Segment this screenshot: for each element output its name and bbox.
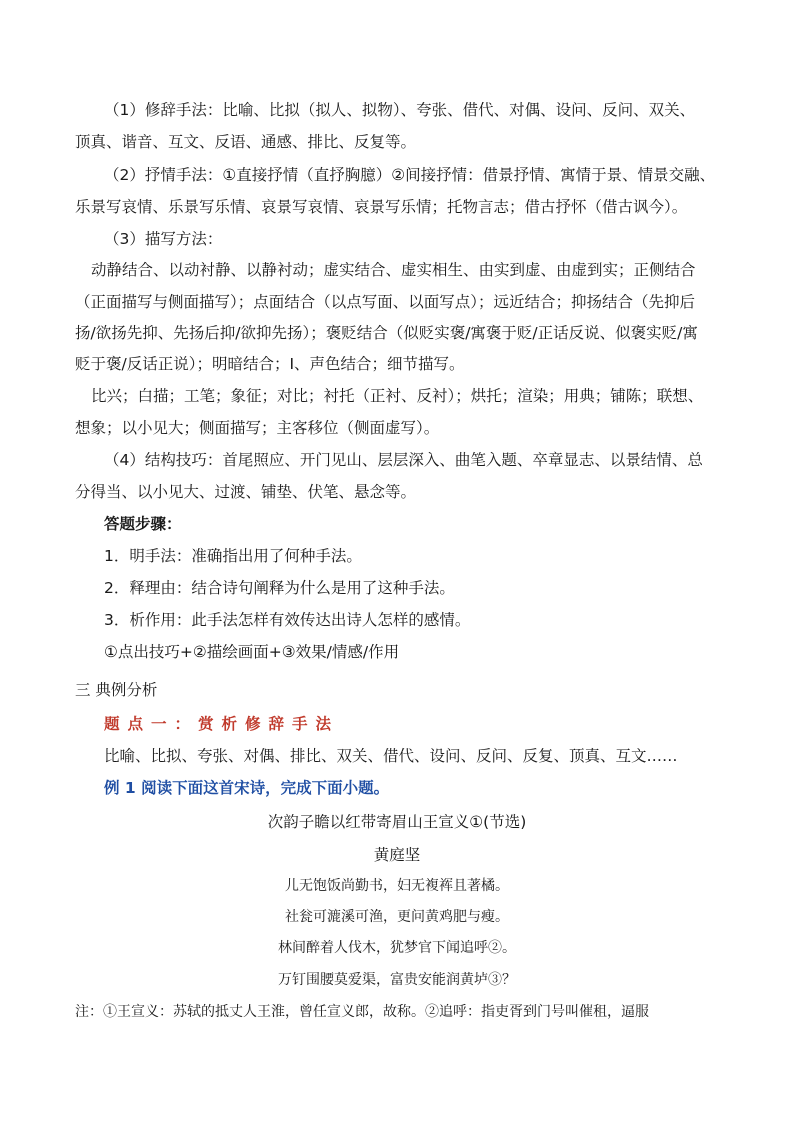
description-title: （3）描写方法： [104, 230, 223, 248]
poem-line-3: 林间醉着人伐木，犹梦官下闻追呼②。 [278, 940, 516, 956]
section-3-title: 三 典例分析 [75, 681, 158, 699]
poem-note: 注：①王宣义：苏轼的抵丈人王淮，曾任宣义郎，故称。②追呼：指吏胥到门号叫催租，逼服 [75, 1004, 649, 1020]
poem-title: 次韵子瞻以红带寄眉山王宣义①(节选) [267, 813, 527, 831]
structure-line-1: （4）结构技巧：首尾照应、开门见山、层层深入、曲笔入题、卒章显志、以景结情、总 [104, 451, 703, 469]
description-line-1: 动静结合、以动衬静、以静衬动；虚实结合、虚实相生、由实到虚、由虚到实；正侧结合 [91, 261, 696, 279]
step-2: 2．释理由：结合诗句阐释为什么是用了这种手法。 [104, 579, 455, 597]
description-line-2: （正面描写与侧面描写）；点面结合（以点写面、以面写点）；远近结合；抑扬结合（先抑后 [75, 293, 696, 311]
poem-author: 黄庭坚 [373, 846, 421, 864]
steps-title: 答题步骤： [104, 515, 182, 533]
description-line-3: 扬/欲扬先抑、先扬后抑/欲抑先扬）；褒贬结合（似贬实褒/寓褒于贬/正话反说、似褒实贬/寓 [75, 324, 698, 342]
lyric-line-2: 乐景写哀情、乐景写乐情、哀景写哀情、哀景写乐情；托物言志；借古抒怀（借古讽今）。 [75, 198, 688, 216]
rhetoric-line-2: 顶真、谐音、互文、反语、通感、排比、反复等。 [75, 133, 417, 151]
step-3: 3．析作用：此手法怎样有效传达出诗人怎样的感情。 [104, 611, 471, 629]
step-1: 1．明手法：准确指出用了何种手法。 [104, 547, 362, 565]
bixing-line-1: 比兴；白描；工笔；象征；对比；衬托（正衬、反衬）；烘托；渲染；用典；铺陈；联想、 [91, 387, 704, 405]
structure-line-2: 分得当、以小见大、过渡、铺垫、伏笔、悬念等。 [75, 483, 417, 501]
rhetoric-line-1: （1）修辞手法：比喻、比拟（拟人、拟物）、夸张、借代、对偶、设问、反问、双关、 [104, 101, 696, 119]
answer-formula: ①点出技巧+②描绘画面+③效果/情感/作用 [104, 643, 400, 661]
description-line-4: 贬于褒/反话正说）；明暗结合；I、声色结合；细节描写。 [75, 355, 465, 373]
lyric-line-1: （2）抒情手法：①直接抒情（直抒胸臆）②间接抒情：借景抒情、寓情于景、情景交融、 [104, 166, 716, 184]
example-1-title: 例 1 阅读下面这首宋诗，完成下面小题。 [104, 779, 390, 797]
bixing-line-2: 想象；以小见大；侧面描写；主客移位（侧面虚写）。 [75, 419, 440, 437]
point-1-list: 比喻、比拟、夸张、对偶、排比、双关、借代、设问、反问、反复、顶真、互文…… [104, 747, 678, 765]
point-1-title: 题点一：赏析修辞手法 [104, 715, 340, 733]
poem-line-2: 社瓮可漉溪可渔，更问黄鸡肥与瘦。 [285, 909, 509, 925]
poem-line-4: 万钉围腰莫爱渠，富贵安能润黄垆③？ [278, 972, 516, 988]
poem-line-1: 儿无饱饭尚勤书，妇无複裈且著橘。 [285, 878, 509, 894]
